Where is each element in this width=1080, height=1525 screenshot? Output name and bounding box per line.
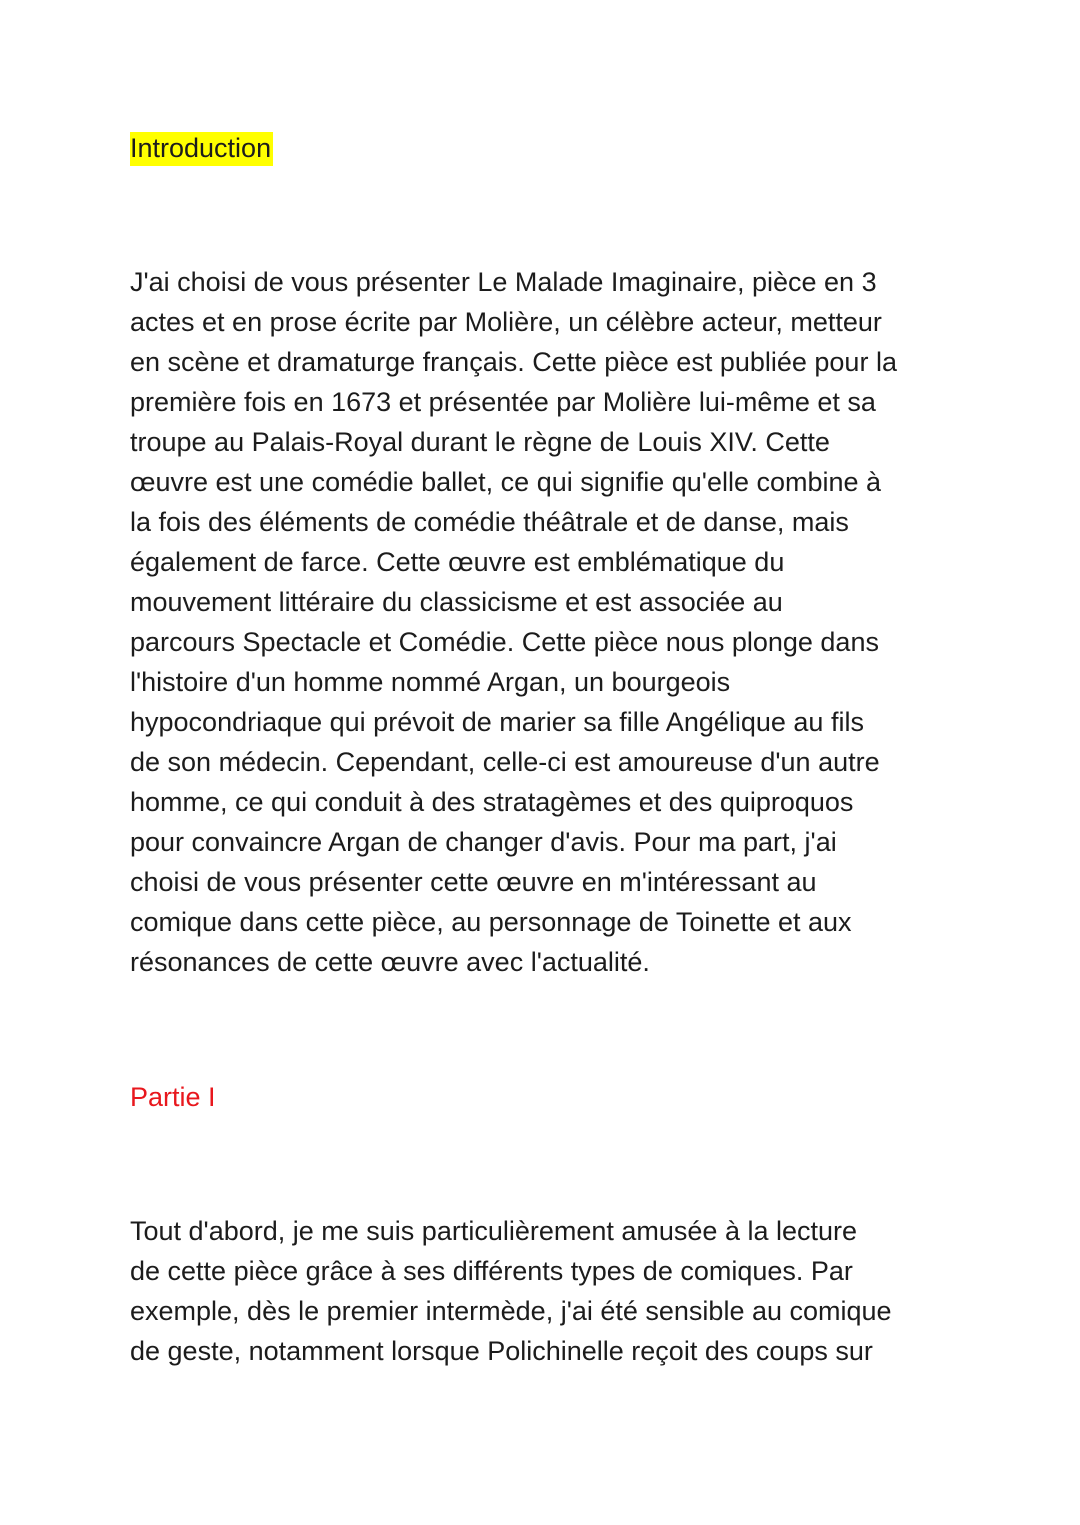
intro-line: actes et en prose écrite par Molière, un célèbre acteur, metteur (130, 307, 882, 337)
intro-line: J'ai choisi de vous présenter Le Malade Imaginaire, pièce en 3 (130, 267, 877, 297)
intro-line: la fois des éléments de comédie théâtrale et de danse, mais (130, 507, 849, 537)
intro-line: en scène et dramaturge français. Cette pièce est publiée pour la (130, 347, 897, 377)
intro-paragraph (130, 262, 897, 982)
intro-line: l'histoire d'un homme nommé Argan, un bourgeois (130, 667, 731, 697)
part-one-line: Tout d'abord, je me suis particulièrement amusée à la lecture (130, 1216, 858, 1246)
intro-heading (130, 128, 273, 168)
intro-line: mouvement littéraire du classicisme et est associée au (130, 587, 783, 617)
part-one-heading: Partie I (130, 1082, 216, 1112)
part-one-paragraph (130, 1211, 892, 1371)
part-one-line: exemple, dès le premier intermède, j'ai été sensible au comique (130, 1296, 892, 1326)
intro-line: de son médecin. Cependant, celle-ci est amoureuse d'un autre (130, 747, 880, 777)
part-one-line: de cette pièce grâce à ses différents types de comiques. Par (130, 1256, 853, 1286)
intro-line: œuvre est une comédie ballet, ce qui signifie qu'elle combine à (130, 467, 882, 497)
intro-line: parcours Spectacle et Comédie. Cette pièce nous plonge dans (130, 627, 879, 657)
intro-line: troupe au Palais-Royal durant le règne de Louis XIV. Cette (130, 427, 830, 457)
intro-line: choisi de vous présenter cette œuvre en m'intéressant au (130, 867, 817, 897)
intro-line: hypocondriaque qui prévoit de marier sa fille Angélique au fils (130, 707, 864, 737)
part-one-line: de geste, notamment lorsque Polichinelle reçoit des coups sur (130, 1336, 873, 1366)
intro-heading-highlight: Introduction (130, 132, 273, 166)
intro-line: première fois en 1673 et présentée par Molière lui-même et sa (130, 387, 876, 417)
intro-line: comique dans cette pièce, au personnage de Toinette et aux (130, 907, 852, 937)
intro-line: résonances de cette œuvre avec l'actualité. (130, 947, 650, 977)
intro-line: pour convaincre Argan de changer d'avis. Pour ma part, j'ai (130, 827, 837, 857)
intro-line: également de farce. Cette œuvre est emblématique du (130, 547, 785, 577)
intro-line: homme, ce qui conduit à des stratagèmes et des quiproquos (130, 787, 854, 817)
